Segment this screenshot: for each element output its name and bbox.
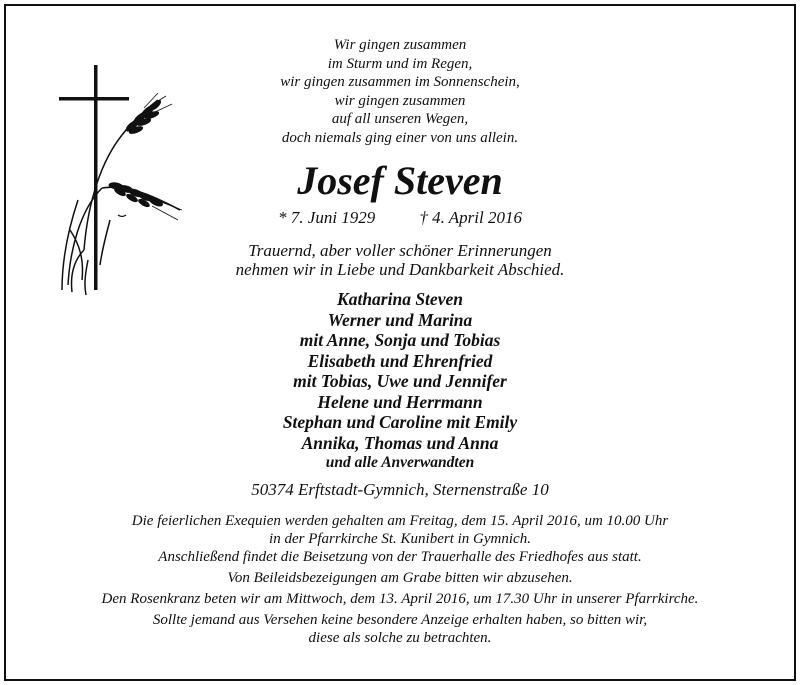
poem-line: wir gingen zusammen xyxy=(334,92,466,109)
mourning-line: Trauernd, aber voller schöner Erinnerungen xyxy=(248,241,552,260)
mourner-line: Annika, Thomas und Anna xyxy=(301,432,499,453)
mourner-line: mit Anne, Sonja und Tobias xyxy=(299,330,501,350)
poem-line: doch niemals ging einer von uns allein. xyxy=(281,129,519,146)
mourner-line: Helene und Herrmann xyxy=(317,391,483,412)
poem xyxy=(200,36,600,148)
life-dates xyxy=(200,207,600,229)
service-line: Die feierlichen Exequien werden gehalten am Freitag, dem 15. April 2016, um 10.00 Uhr xyxy=(131,513,669,529)
poem-line: auf all unseren Wegen, xyxy=(331,111,469,128)
birth-date: * 7. Juni 1929 xyxy=(278,208,376,227)
deceased-name: Josef Steven xyxy=(297,158,503,203)
service-line: diese als solche zu betrachten. xyxy=(308,630,492,646)
poem-line: Wir gingen zusammen xyxy=(333,37,467,53)
poem-line: im Sturm und im Regen, xyxy=(327,55,473,72)
mourner-line: und alle Anverwandten xyxy=(325,454,475,471)
mourner-line: Stephan und Caroline mit Emily xyxy=(282,412,518,432)
mourner-line: Elisabeth und Ehrenfried xyxy=(307,350,493,371)
mourner-line: mit Tobias, Uwe und Jennifer xyxy=(293,371,507,391)
mourning-text xyxy=(150,241,650,279)
service-line: Anschließend findet die Beisetzung von der Trauerhalle des Friedhofes aus statt. xyxy=(158,549,642,565)
mourners-list xyxy=(150,289,650,474)
mourner-line: Katharina Steven xyxy=(337,289,463,309)
poem-line: wir gingen zusammen im Sonnenschein, xyxy=(280,74,520,91)
service-line: Von Beileidsbezeigungen am Grabe bitten wir abzusehen. xyxy=(227,570,573,586)
service-details xyxy=(20,512,780,647)
service-line: Sollte jemand aus Versehen keine besondere Anzeige erhalten haben, so bitten wir, xyxy=(152,612,648,628)
service-line: in der Pfarrkirche St. Kunibert in Gymnich. xyxy=(269,531,531,547)
mourning-line: nehmen wir in Liebe und Dankbarkeit Abschied. xyxy=(235,260,565,279)
mourner-line: Werner und Marina xyxy=(327,309,473,330)
address: 50374 Erftstadt-Gymnich, Sternenstraße 10 xyxy=(251,480,549,499)
service-line: Den Rosenkranz beten wir am Mittwoch, dem 13. April 2016, um 17.30 Uhr in unserer Pfarrkirche. xyxy=(101,591,699,607)
death-date: † 4. April 2016 xyxy=(419,208,522,227)
